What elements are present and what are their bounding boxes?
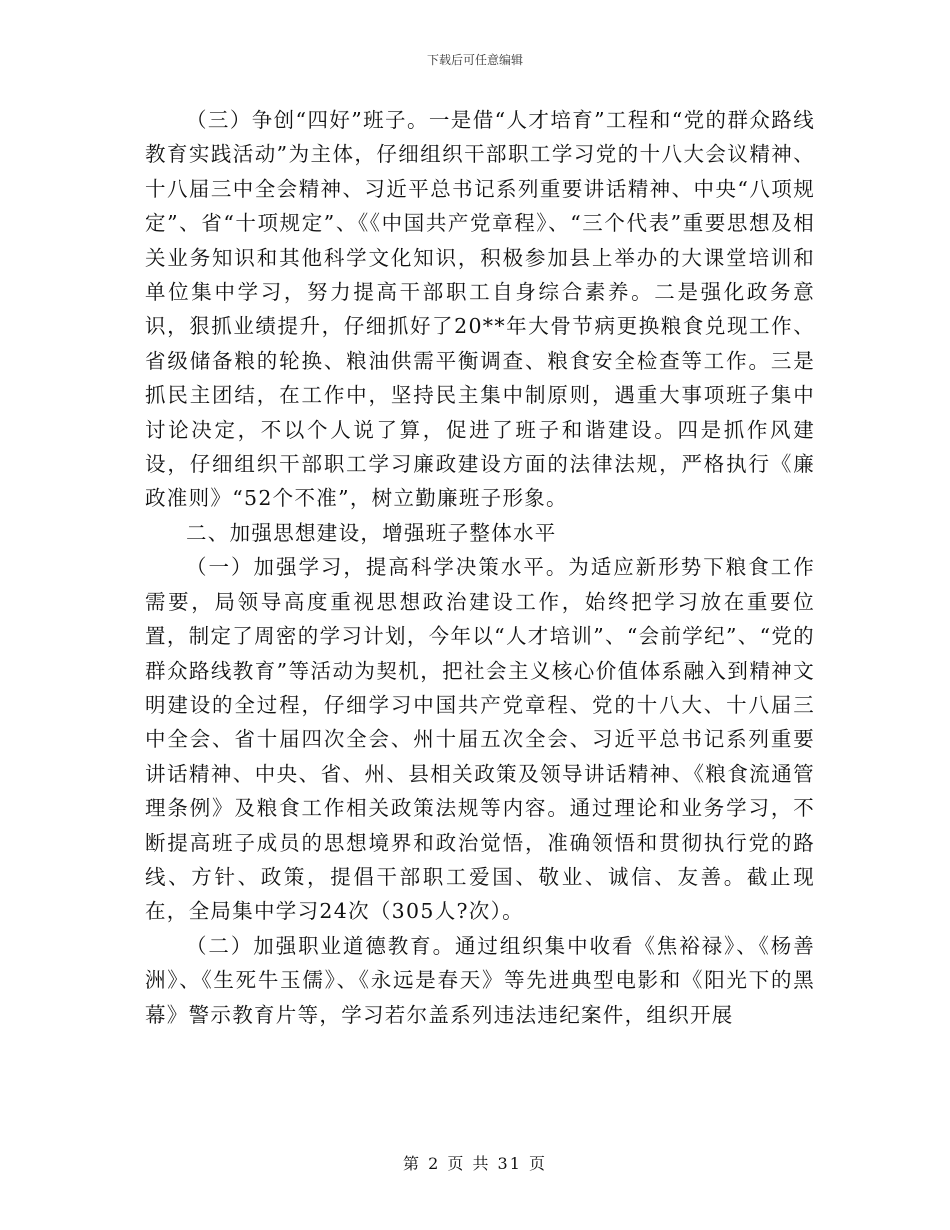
page-number-footer: 第 2 页 共 31 页 — [403, 1154, 547, 1173]
paragraph-professional-ethics: （二）加强职业道德教育。通过组织集中收看《焦裕禄》、《杨善洲》、《生死牛玉儒》、《永远是春天》等先进典型电影和《阳光下的黑幕》警示教育片等，学习若尔盖系列违法违纪案件，组织开展 — [145, 933, 815, 1027]
paragraph-strengthen-study: （一）加强学习，提高科学决策水平。为适应新形势下粮食工作需要，局领导高度重视思想政治建设工作，始终把学习放在重要位置，制定了周密的学习计划，今年以“人才培训”、“会前学纪”、“党的群众路线教育”等活动为契机，把社会主义核心价值体系融入到精神文明建设的全过程，仔细学习中国共产党章程、党的十八大、十八届三中全会、省十届四次全会、州十届五次全会、习近平总书记系列重要讲话精神、中央、省、州、县相关政策及领导讲话精神、《粮食流通管理条例》及粮食工作相关政策法规等内容。通过理论和业务学习，不断提高班子成员的思想境界和政治觉悟，准确领悟和贯彻执行党的路线、方针、政策，提倡干部职工爱国、敬业、诚信、友善。截止现在，全局集中学习24次（305人?次）。 — [145, 555, 815, 924]
document-body — [145, 103, 815, 1032]
paragraph-four-good-team: （三）争创“四好”班子。一是借“人才培育”工程和“党的群众路线教育实践活动”为主体，仔细组织干部职工学习党的十八大会议精神、十八届三中全会精神、习近平总书记系列重要讲话精神、中央“八项规定”、省“十项规定”、《《中国共产党章程》、“三个代表”重要思想及相关业务知识和其他科学文化知识，积极参加县上举办的大课堂培训和单位集中学习，努力提高干部职工自身综合素养。二是强化政务意识，狠抓业绩提升，仔细抓好了20**年大骨节病更换粮食兑现工作、省级储备粮的轮换、粮油供需平衡调查、粮食安全检查等工作。三是抓民主团结，在工作中，坚持民主集中制原则，遇重大事项班子集中讨论决定，不以个人说了算，促进了班子和谐建设。四是抓作风建设，仔细组织干部职工学习廉政建设方面的法律法规，严格执行《廉政准则》“52个不准”，树立勤廉班子形象。 — [145, 108, 815, 511]
page-header-note: 下载后可任意编辑 — [426, 53, 523, 67]
section-heading-ideological-building: 二、加强思想建设，增强班子整体水平 — [186, 520, 557, 545]
